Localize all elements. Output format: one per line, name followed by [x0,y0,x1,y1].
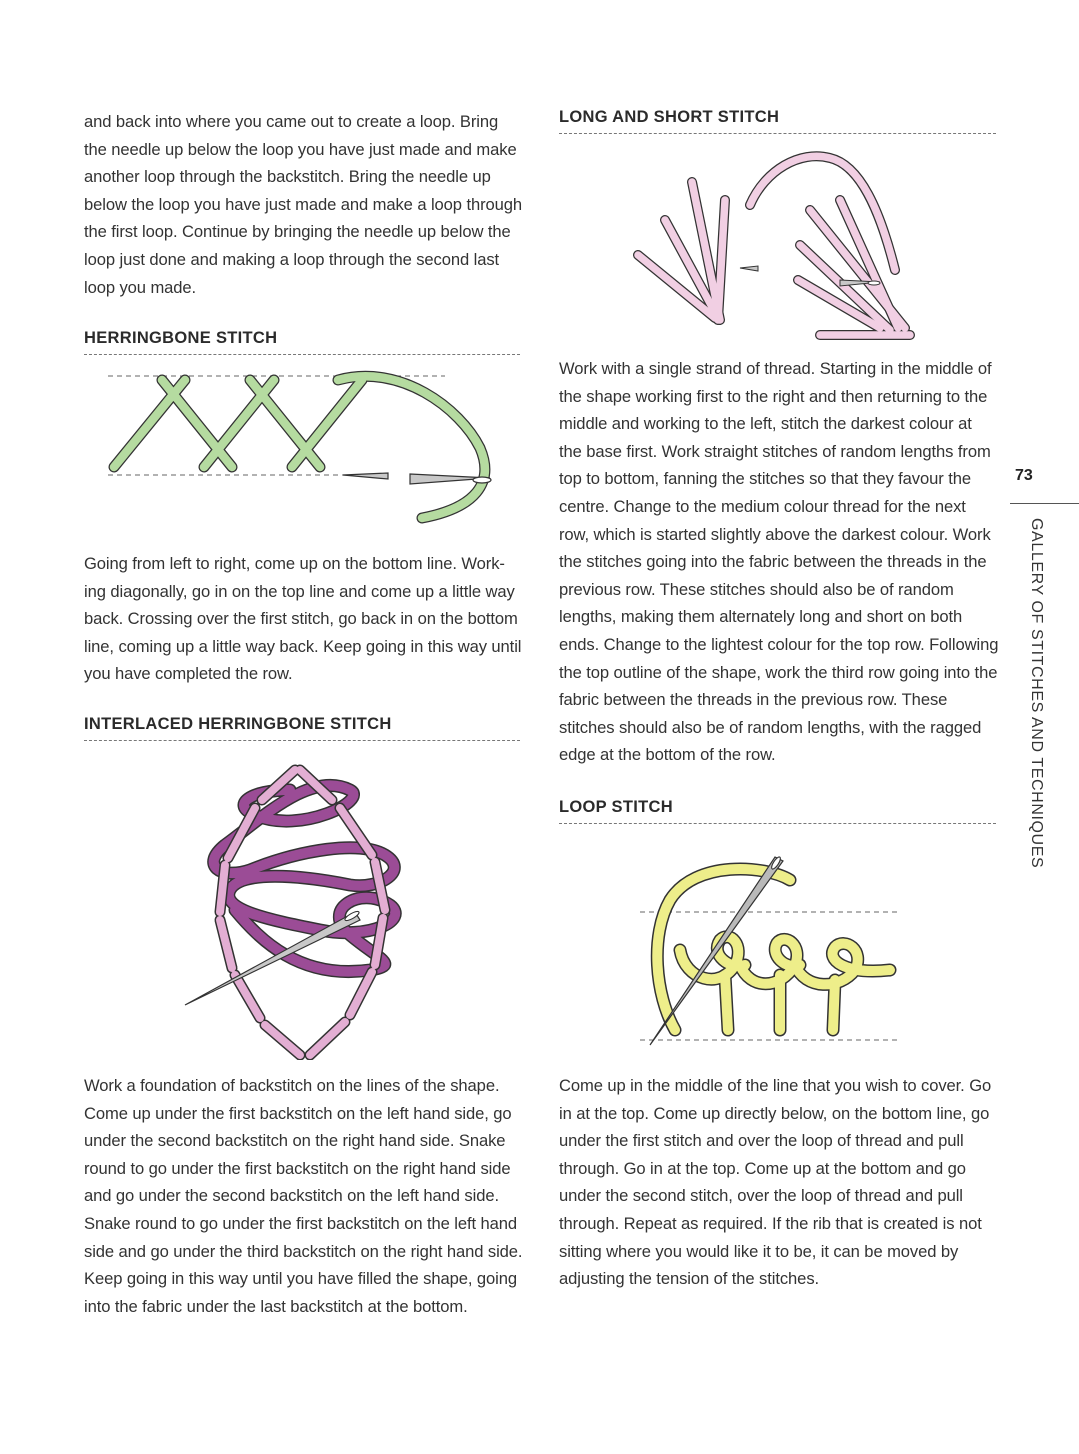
running-section-title: GALLERY OF STITCHES AND TECHNIQUES [1028,518,1045,869]
needle-icon [343,473,491,484]
herringbone-illustration [100,368,520,528]
herringbone-text: Going from left to right, come up on the bottom line. Work-ing diagonally, go in on the top line and come up a little way back. Crossing over the first stitch, go back in on the bottom line, coming up a little way back. Keep going in this way until you have completed the row. [84,554,522,684]
long-short-section [559,108,996,134]
loop-stitch-illustration [635,845,905,1050]
interlaced-text: Work a foundation of backstitch on the lines of the shape. Come up under the first backstitch on the left hand side, go under the second backstitch on the right hand side. Snake round to go under the first backstitch on the right hand side and go under the second backstitch on the left hand side. Snake round to go under the first backstitch on the left hand side and go under the third backstitch on the right hand side. Keep going in this way until you have filled the shape, going into the fabric under the last backstitch at the bottom. [84,1076,523,1316]
needle-icon [650,856,783,1045]
loop-text: Come up in the middle of the line that you wish to cover. Go in at the top. Come up directly below, on the bottom line, go under the first stitch and over the loop of thread and pull through. Go in at the top. Come up at the bottom and go under the second stitch, over the loop of thread and pull through. Repeat as required. If the rib that is created is not sitting where you would like it to be, it can be moved by adjusting the tension of the stitches. [559,1076,992,1289]
interlaced-section [84,715,520,741]
interlaced-herringbone-illustration [180,760,420,1060]
page-number-rule [1010,503,1079,504]
interlaced-heading: INTERLACED HERRINGBONE STITCH [84,715,520,741]
herringbone-heading: HERRINGBONE STITCH [84,329,520,355]
long-short-illustration [630,150,930,345]
intro-paragraph: and back into where you came out to create a loop. Bring the needle up below the loop you have just made and make another loop through the backstitch. Bring the needle up below the loop you have just made and make a loop through the first loop. Continue by bringing the needle up below the loop just done and making a loop through the second last loop you made. [84,112,523,297]
page-number: 73 [1015,467,1033,484]
loop-section [559,798,996,824]
long-short-heading: LONG AND SHORT STITCH [559,108,996,134]
herringbone-section [84,329,520,355]
loop-heading: LOOP STITCH [559,798,996,824]
long-short-text: Work with a single strand of thread. Starting in the middle of the shape working first to the right and then returning to the middle and working to the left, stitch the darkest colour at the base first. Work straight stitches of random lengths from top to bottom, fanning the stitches so that they favour the centre. Change to the medium colour thread for the next row, which is started slightly above the darkest colour. Work the stitches going into the fabric between the threads in the previous row. These stitches should also be of random lengths, making them alternately long and short on both ends. Change to the lightest colour for the top row. Following the top outline of the shape, work the third row going into the fabric between the threads in the previous row. These stitches should also be of random lengths, with the ragged edge at the bottom of the row. [559,359,999,765]
